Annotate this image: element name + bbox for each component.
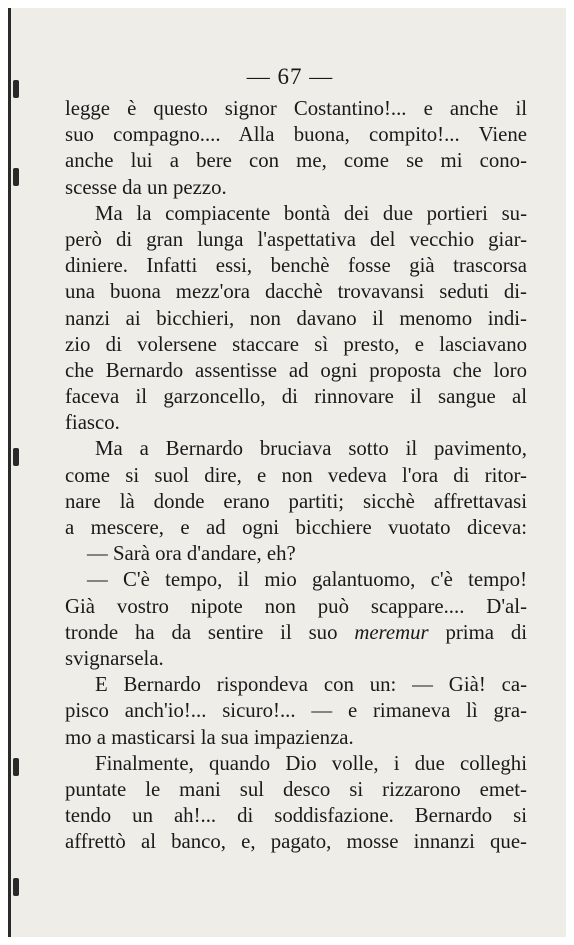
text-line: — C'è tempo, il mio galantuomo, c'è tempo!	[87, 568, 527, 592]
text-line: a mescere, e ad ogni bicchiere vuotato diceva:	[65, 516, 527, 539]
italic-word: meremur	[354, 620, 429, 644]
text-line: tronde ha da sentire il suo meremur prima di	[65, 620, 527, 644]
text-line: suo compagno.... Alla buona, compito!... Viene	[65, 123, 527, 147]
text-line: Ma la compiacente bontà dei due portieri su-	[95, 201, 527, 225]
text-line: Ma a Bernardo bruciava sotto il pavimento,	[95, 437, 527, 461]
text-line: anche lui a bere con me, come se mi cono-	[65, 149, 527, 173]
text-line: che Bernardo assentisse ad ogni proposta che loro	[65, 358, 527, 382]
text-line: mo a masticarsi la sua impazienza.	[65, 725, 354, 749]
text-line: come si suol dire, e non vedeva l'ora di ritor-	[65, 463, 527, 487]
body-text	[65, 96, 527, 855]
text-line: svignarsela.	[65, 646, 164, 670]
binding-edge	[11, 8, 23, 937]
text-line: però di gran lunga l'aspettativa del vecchio giar-	[65, 227, 527, 251]
page-number: — 67 —	[246, 64, 334, 89]
text-line: tendo un ah!... di soddisfazione. Bernardo si	[65, 804, 527, 828]
book-page	[8, 8, 566, 937]
text-line: affrettò al banco, e, pagato, mosse innanzi que-	[65, 830, 527, 854]
text-line: nanzi ai bicchieri, non davano il menomo indi-	[65, 306, 527, 330]
text-line: faceva il garzoncello, di rinnovare il sangue al	[65, 385, 527, 409]
text-line: pisco anch'io!... sicuro!... — e rimaneva lì gra-	[65, 699, 527, 723]
text-line: E Bernardo rispondeva con un: — Già! ca-	[95, 673, 527, 697]
text-line: fiasco.	[65, 411, 120, 435]
text-line: legge è questo signor Costantino!... e anche il	[65, 97, 527, 120]
text-line: — Sarà ora d'andare, eh?	[87, 542, 296, 566]
text-line: puntate le mani sul desco si rizzarono emet-	[65, 777, 527, 801]
text-line: una buona mezz'ora dacchè trovavansi seduti di-	[65, 280, 527, 304]
text-line: nare là donde erano partiti; sicchè affrettavasi	[65, 489, 527, 513]
text-line: Già vostro nipote non può scappare.... D'al-	[65, 594, 527, 618]
text-line: scesse da un pezzo.	[65, 175, 227, 199]
text-line: diniere. Infatti essi, benchè fosse già trascorsa	[65, 254, 527, 278]
text-line: Finalmente, quando Dio volle, i due colleghi	[95, 751, 527, 775]
text-line: zio di volersene staccare sì presto, e lasciavano	[65, 332, 527, 356]
